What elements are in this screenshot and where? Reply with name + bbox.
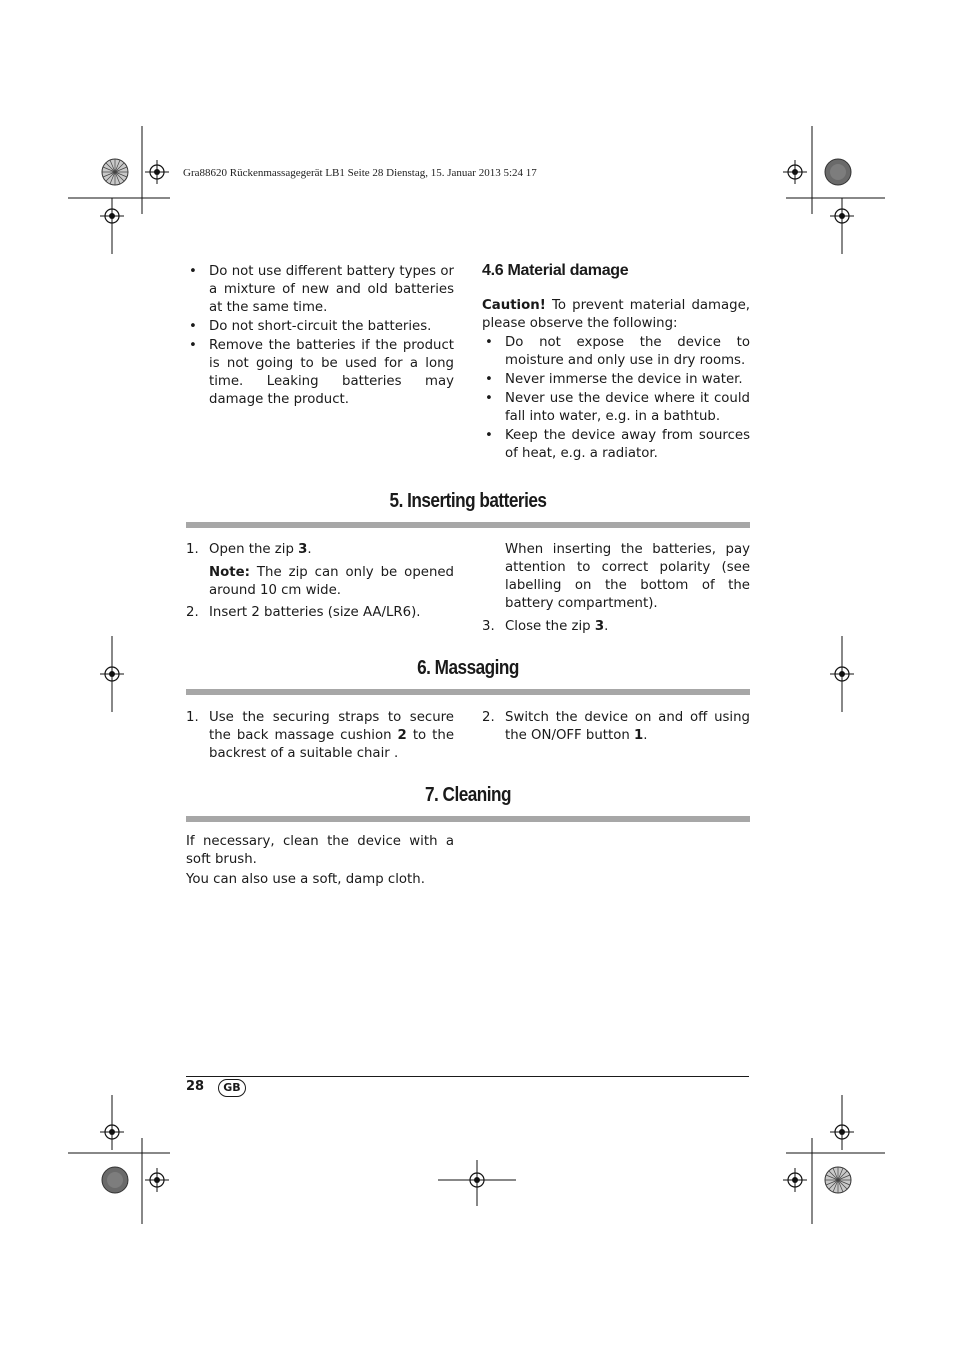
- caution-label: Caution!: [482, 298, 546, 313]
- section-title: 6. Massaging: [417, 657, 519, 679]
- caution-text: To prevent material damage, please observe the following:: [482, 298, 750, 331]
- cleaning-paragraph: You can also use a soft, damp cloth.: [186, 872, 425, 887]
- list-item: • Do not expose the device to moisture and only use in dry rooms.: [482, 334, 750, 370]
- massaging-left-column: [186, 709, 454, 763]
- language-badge: GB: [218, 1079, 246, 1097]
- note-label: Note:: [209, 565, 250, 580]
- section-rule: [186, 816, 750, 822]
- battery-safety-list: [186, 263, 454, 410]
- section-cleaning: [186, 784, 750, 822]
- step-item: 3. Close the zip 3.: [482, 619, 609, 634]
- page-number: 28: [186, 1079, 205, 1094]
- step-item: 2. Switch the device on and off using the ON/OFF button 1.: [482, 710, 750, 743]
- note-paragraph: Note: The zip can only be opened around 10 cm wide.: [209, 565, 454, 598]
- massaging-right-column: [482, 709, 750, 745]
- step-item: 1. Use the securing straps to secure the back massage cushion 2 to the backrest of a suitable chair .: [186, 710, 455, 761]
- polarity-paragraph: When inserting the batteries, pay attention to correct polarity (see labelling on the bottom of the battery compartment).: [505, 542, 750, 611]
- step-item: 1. Open the zip 3.: [186, 542, 312, 557]
- step-item: 2. Insert 2 batteries (size AA/LR6).: [186, 605, 421, 620]
- material-damage-section: [482, 262, 750, 464]
- material-damage-heading: 4.6 Material damage: [482, 262, 629, 279]
- section-inserting-batteries: [186, 490, 750, 528]
- list-item: • Keep the device away from sources of heat, e.g. a radiator.: [482, 427, 750, 463]
- cleaning-text: [186, 833, 454, 889]
- print-header: Gra88620 Rückenmassagegerät LB1 Seite 28 Dienstag, 15. Januar 2013 5:24 17: [183, 167, 537, 179]
- inserting-left-column: [186, 541, 454, 622]
- cleaning-paragraph: If necessary, clean the device with a soft brush.: [186, 834, 454, 867]
- footer-rule: [186, 1076, 749, 1077]
- list-item: • Do not short-circuit the batteries.: [186, 318, 454, 336]
- section-title: 5. Inserting batteries: [389, 490, 547, 512]
- section-title: 7. Cleaning: [424, 784, 512, 806]
- section-rule: [186, 689, 750, 695]
- inserting-right-column: [482, 541, 750, 636]
- list-item: • Do not use different battery types or a mixture of new and old batteries at the same time.: [186, 263, 454, 317]
- caution-paragraph: [482, 297, 750, 333]
- section-rule: [186, 522, 750, 528]
- list-item: • Remove the batteries if the product is not going to be used for a long time. Leaking batteries may damage the product.: [186, 337, 454, 409]
- section-massaging: [186, 657, 750, 695]
- list-item: • Never use the device where it could fall into water, e.g. in a bathtub.: [482, 390, 750, 426]
- list-item: • Never immerse the device in water.: [482, 371, 750, 389]
